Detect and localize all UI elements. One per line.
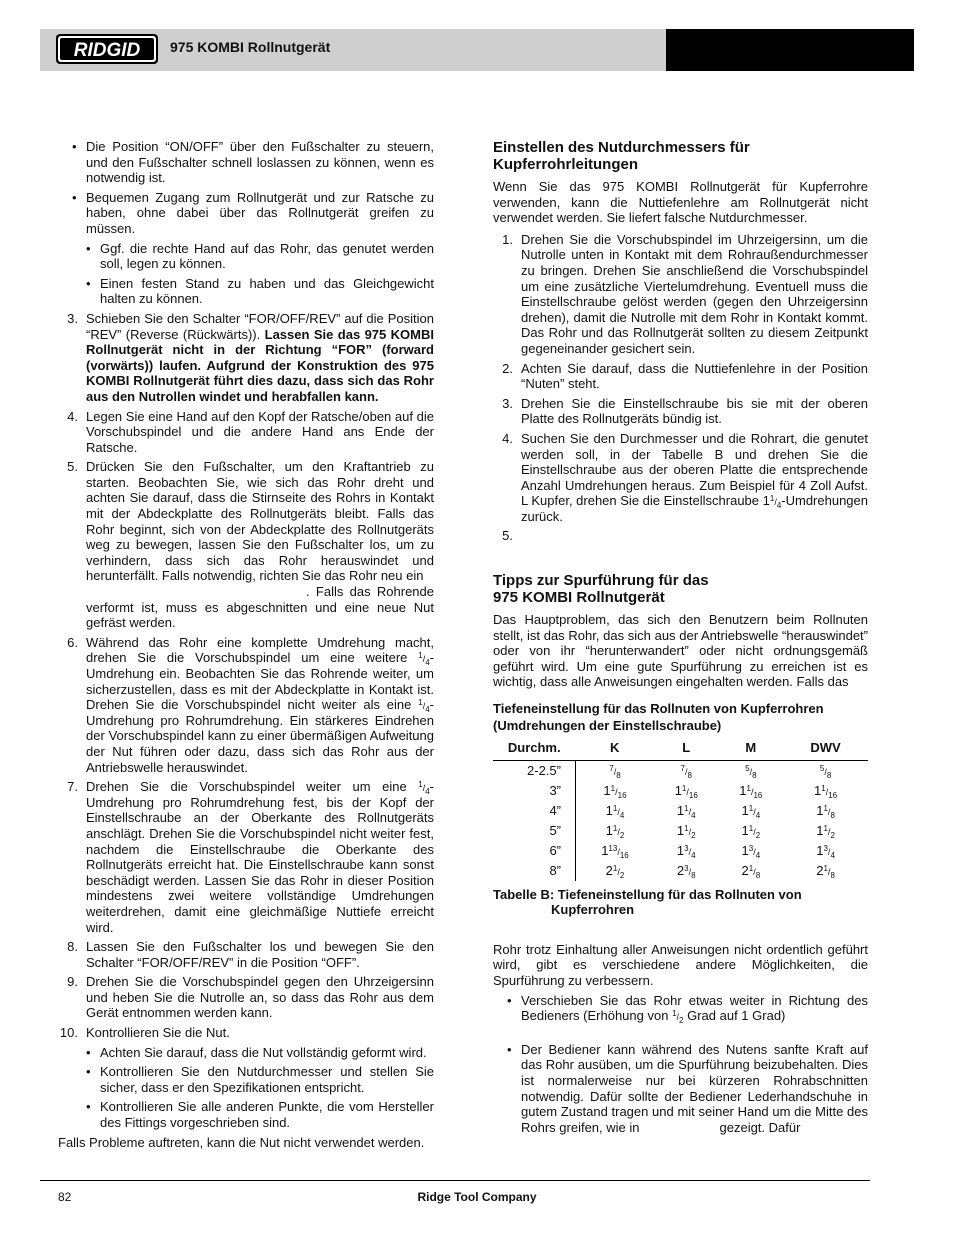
footer-divider [40,1180,870,1181]
table-row [493,821,868,841]
step-2: 2. Achten Sie darauf, dass die Nuttiefenlehre in der Position “Nuten” steht. [502,360,868,392]
table-cell: $1^1/_{16}$ [739,782,763,800]
table-cell: $2^1/_8$ [741,862,761,880]
right-column [493,139,868,1139]
list-item: • Bequemen Zugang zum Rollnutgerät und zur Ratsche zu haben, ohne dabei über das Rollnutgerät greifen zu müssen. [58,190,434,237]
table-cell: 5” [493,821,576,841]
depth-table [493,738,868,881]
table-header-cell: DWV [783,738,868,760]
table-row [493,841,868,861]
table-cell: $1^1/_4$ [605,802,625,820]
table-cell: $2^1/_2$ [605,862,625,880]
step-3: 3. Drehen Sie die Einstellschraube bis sie mit der oberen Platte des Rollnutgeräts bündig ist. [502,395,868,427]
step-8: 8. Lassen Sie den Fußschalter los und bewegen Sie den Schalter “FOR/OFF/REV” in die Position “OFF”. [67,939,434,970]
table-cell: 8” [493,861,576,881]
page-title: 975 KOMBI Rollnutgerät [170,39,331,55]
table-cell: $^7/_8$ [680,763,692,780]
list-item: • Ggf. die rechte Hand auf das Rohr, das genutet werden soll, legen zu können. [58,241,434,272]
closing-text: Falls Probleme auftreten, kann die Nut nicht verwendet werden. [58,1134,425,1150]
step-5: 5. Drücken Sie den Fußschalter, um den Kraftantrieb zu starten. Beobachten Sie, wie sich das Rohr dreht und achten Sie darauf, dass die Stirnseite des Rohrs in Kontakt mit der Abdeckplatte des Rollnutgeräts bleibt. Falls das Rohr beginnt, sich von der Abdeckplatte des Rollnutgeräts weg zu bewegen, lassen Sie den Fußschalter los, um zu verhindern, dass sich das Rohr herauswindet und herunterfällt. Falls notwendig, richten Sie das Rohr neu ein . Falls das Rohrende verformt ist, muss es abgeschnitten und eine neue Nut gefräst werden. [67,459,434,631]
step-4: 4. Legen Sie eine Hand auf den Kopf der Ratsche/oben auf die Vorschubspindel und die andere Hand ans Ende der Ratsche. [67,408,434,455]
table-header-cell: K [576,738,654,760]
section-heading-copper: Einstellen des Nutdurchmessers für Kupferrohrleitungen [493,139,750,173]
table-cell: $^5/_8$ [745,763,757,780]
table-cell: 3” [493,781,576,801]
table-cell: $1^3/_4$ [741,842,761,860]
table-header-cell: L [654,738,719,760]
table-cell: 6” [493,841,576,861]
table-header-cell: M [719,738,784,760]
table-cell: $1^3/_4$ [676,842,696,860]
table-cell: $^5/_8$ [819,763,832,780]
table-row [493,781,868,801]
step-7: 7. Drehen Sie die Vorschubspindel weiter um eine $^1/_4$-Umdrehung pro Rohrumdrehung fest, bis der Kopf der Einstellschraube an der Oberkante des Rollnutgeräts anschlägt. Drehen Sie die Vorschubspindel nicht weiter fest, nachdem die Einstellschraube die Oberkante des Rollnutgeräts erreicht hat. Die Einstellschraube kann sonst beschädigt werden. Lassen Sie das Rohr in dieser Position mindestens zwei weitere vollständige Umdrehungen weiterdrehen, damit eine gleichmäßige Nuttiefe erreicht wird. [67,779,434,935]
table-cell: $1^1/_2$ [605,822,625,840]
table-header-cell: Durchm. [493,738,576,760]
table-cell: $1^3/_4$ [816,842,835,860]
table-cell: $1^1/_2$ [676,822,696,840]
table-cell: 4” [493,801,576,821]
table-row [493,760,868,781]
ridgid-logo [56,34,158,64]
list-item: • Kontrollieren Sie den Nutdurchmesser und stellen Sie sicher, dass er den Spezifikationen entspricht. [58,1064,434,1095]
table-cell: $^7/_8$ [609,763,621,780]
section-heading-tips: Tipps zur Spurführung für das 975 KOMBI Rollnutgerät [493,572,709,607]
table-cell: $2^3/_8$ [676,862,696,880]
tip-item: • Der Bediener kann während des Nutens sanfte Kraft auf das Rohr ausüben, um die Spurführung beizubehalten. Dies ist normalerweise nur bei kürzeren Rohrabschnitten notwendig. Dafür sollte der Bediener Lederhandschuhe in gutem Zustand tragen und mit seiner Hand um die Mitte des Rohrs greifen, wie in gezeigt. Dafür [493,1042,868,1136]
table-cell: 2-2.5” [493,760,576,781]
intro-paragraph: Wenn Sie das 975 KOMBI Rollnutgerät für Kupferrohre verwenden, kann die Nuttiefenlehre am Rollnutgerät nicht verwendet werden. Sie liefert falsche Nutdurchmesser. [493,179,868,226]
table-title: Tiefeneinstellung für das Rollnuten von Kupferrohren (Umdrehungen der Einstellschraube) [493,701,824,734]
table-header-row [493,738,868,760]
tips-continued: Rohr trotz Einhaltung aller Anweisungen nicht ordentlich geführt wird, gibt es verschiedene andere Möglichkeiten, die Spurführung zu verbessern. [493,941,868,988]
header-black-block [666,29,914,71]
page-number: 82 [58,1190,72,1204]
step-10: 10. Kontrollieren Sie die Nut. [59,1025,230,1041]
list-item: • Einen festen Stand zu haben und das Gleichgewicht halten zu können. [58,276,434,307]
list-item: • Achten Sie darauf, dass die Nut vollständig geformt wird. [58,1045,434,1061]
list-item: • Kontrollieren Sie alle anderen Punkte, die vom Hersteller des Fittings vorgeschrieben sind. [58,1099,434,1130]
table-cell: $1^{13}/_{16}$ [601,842,629,860]
list-item: • Die Position “ON/OFF” über den Fußschalter zu steuern, und den Fußschalter schnell loslassen zu können, wenn es notwendig ist. [58,139,434,186]
table-cell: $2^1/_8$ [816,862,835,880]
table-cell: $1^1/_4$ [676,802,696,820]
table-cell: $1^1/_8$ [816,802,835,820]
table-cell: $1^1/_{16}$ [674,782,698,800]
step-4: 4. Suchen Sie den Durchmesser und die Rohrart, die genutet werden soll, in der Tabelle B und drehen Sie die Einstellschraube aus der oberen Platte die entsprechende Anzahl Umdrehungen heraus. Zum Beispiel für 4 Zoll Aufst. L Kupfer, drehen Sie die Einstellschraube $1^1/_4$-Umdrehungen zurück. [502,430,868,524]
step-9: 9. Drehen Sie die Vorschubspindel gegen den Uhrzeigersinn und heben Sie die Nutrolle an, so dass das Rohr aus dem Gerät entnommen werden kann. [67,974,434,1021]
table-cell: $1^1/_2$ [741,822,761,840]
table-caption: Tabelle B: Tiefeneinstellung für das Rollnuten von Kupferrohren [493,886,802,918]
step-5: 5. [502,528,513,544]
left-column [58,139,434,1150]
table-row [493,801,868,821]
step-3: 3. Schieben Sie den Schalter “FOR/OFF/REV” auf die Position “REV” (Reverse (Rückwärts)). Lassen Sie das 975 KOMBI Rollnutgerät nicht in der Richtung “FOR” (forward (vorwärts)) laufen. Aufgrund der Konstruktion des 975 KOMBI Rollnutgerät führt dies dazu, dass sich das Rohr aus den Nutrollen windet und herabfallen kann. [67,310,435,404]
footer-company: Ridge Tool Company [417,1190,537,1204]
table-cell: $1^1/_{16}$ [603,782,627,800]
step-6: 6. Während das Rohr eine komplette Umdrehung macht, drehen Sie die Vorschubspindel um eine weitere $^1/_4$-Umdrehung ein. Beobachten Sie das Rohrende weiter, um sicherzustellen, dass es mit der Abdeckplatte in Kontakt ist. Drehen Sie die Vorschubspindel nicht weiter als eine $^1/_4$-Umdrehung pro Rohrumdrehung. Ein stärkeres Eindrehen der Vorschubspindel kann zu einer übermäßigen Aufweitung der Nut führen oder dazu, dass sich das Rohr aus der Antriebswelle herauswindet. [67,634,434,775]
tip-item: • Verschieben Sie das Rohr etwas weiter in Richtung des Bedieners (Erhöhung von $^1/_2$ Grad auf 1 Grad) [493,993,868,1024]
table-cell: $1^1/_4$ [741,802,761,820]
step-1: 1. Drehen Sie die Vorschubspindel im Uhrzeigersinn, um die Nutrolle unten in Kontakt mit dem Rohraußendurchmesser zu bringen. Drehen Sie anschließend die Vorschubspindel um eine zusätzliche Viertelumdrehung. Eventuell muss die Einstellschraube gelöst werden (gegen den Uhrzeigersinn drehen), damit die Nutrolle mit dem Rohr in Kontakt kommt. Das Rohr und das Rollnutgerät sollten zu diesem Zeitpunkt gegeneinander gesichert sein. [502,231,868,356]
tips-intro: Das Hauptproblem, das sich den Benutzern beim Rollnuten stellt, ist das Rohr, das sich aus der Antriebswelle “herauswindet” oder von ihr “herunterwandert” oder nicht ordnungsgemäß geführt wird. Um eine gute Spurführung zu erreichen ist es wichtig, dass alle Anweisungen eingehalten werden. Falls das [493,612,868,690]
table-row [493,861,868,881]
logo-text: RIDGID [73,40,141,61]
table-cell: $1^1/_{16}$ [814,782,838,800]
table-cell: $1^1/_2$ [816,822,835,840]
